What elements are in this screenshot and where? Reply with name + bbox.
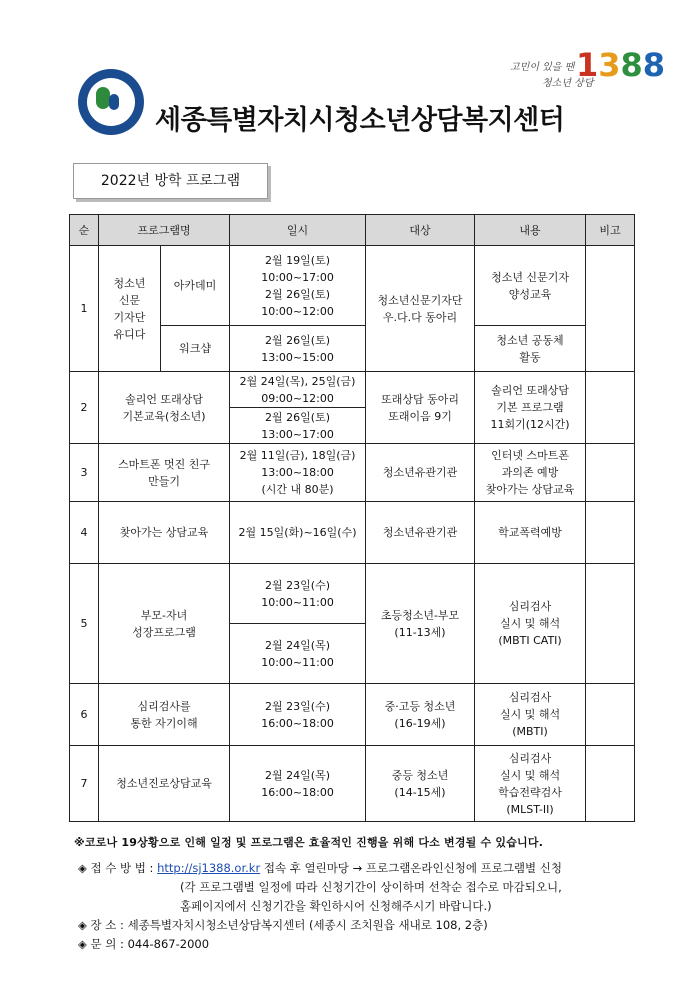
location-row	[78, 917, 488, 933]
program-note	[586, 684, 635, 746]
table-row	[70, 684, 635, 746]
location-value: 세종특별자치시청소년상담복지센터 (세종시 조치원읍 새내로 108, 2층)	[127, 918, 488, 932]
program-content: 솔리언 또래상담 기본 프로그램 11회기(12시간)	[475, 372, 586, 444]
table-row	[70, 564, 635, 624]
program-content: 청소년 공동체 활동	[475, 326, 586, 372]
program-target: 중·고등 청소년 (16-19세)	[366, 684, 475, 746]
program-datetime: 2월 23일(수) 16:00~18:00	[230, 684, 366, 746]
header-no: 순	[70, 215, 99, 246]
contact-phone: 044-867-2000	[127, 937, 210, 951]
program-note	[586, 246, 635, 372]
location-label: ◈ 장 소 :	[78, 918, 124, 932]
program-content: 학교폭력예방	[475, 502, 586, 564]
program-target: 초등청소년-부모 (11-13세)	[366, 564, 475, 684]
row-no: 1	[70, 246, 99, 372]
brand-number: 1388	[576, 46, 666, 84]
header-program: 프로그램명	[99, 215, 230, 246]
contact-label: ◈ 문 의 :	[78, 937, 124, 951]
program-datetime: 2월 24일(목) 10:00~11:00	[230, 624, 366, 684]
row-no: 3	[70, 444, 99, 502]
row-no: 5	[70, 564, 99, 684]
program-note	[586, 746, 635, 822]
table-header-row	[70, 215, 635, 246]
header-content: 내용	[475, 215, 586, 246]
program-note	[586, 502, 635, 564]
header-target: 대상	[366, 215, 475, 246]
program-title: 2022년 방학 프로그램	[73, 163, 268, 199]
apply-note-1: (각 프로그램별 일정에 따라 신청기간이 상이하며 선착순 접수로 마감되오니,	[180, 880, 562, 894]
program-datetime: 2월 23일(수) 10:00~11:00	[230, 564, 366, 624]
apply-method-row	[78, 860, 562, 876]
center-logo-icon	[78, 69, 144, 135]
table-row	[70, 246, 635, 326]
header-note: 비고	[586, 215, 635, 246]
apply-note-2: 홈페이지에서 신청기간을 확인하시어 신청해주시기 바랍니다.)	[180, 899, 492, 913]
header-datetime: 일시	[230, 215, 366, 246]
brand-1388-logo	[510, 44, 666, 100]
program-content: 심리검사 실시 및 해석 (MBTI)	[475, 684, 586, 746]
program-target: 중등 청소년 (14-15세)	[366, 746, 475, 822]
program-target: 청소년신문기자단 우.다.다 동아리	[366, 246, 475, 372]
row-no: 4	[70, 502, 99, 564]
row-no: 7	[70, 746, 99, 822]
program-note	[586, 564, 635, 684]
program-name: 찾아가는 상담교육	[99, 502, 230, 564]
program-target: 청소년유관기관	[366, 502, 475, 564]
org-title: 세종특별자치시청소년상담복지센터	[155, 105, 565, 136]
program-sub-name: 아카데미	[161, 246, 230, 326]
program-table	[69, 214, 635, 822]
table-row	[70, 502, 635, 564]
table-row	[70, 746, 635, 822]
program-content: 심리검사 실시 및 해석 학습전략검사 (MLST-II)	[475, 746, 586, 822]
covid-notice: ※코로나 19상황으로 인해 일정 및 프로그램은 효율적인 진행을 위해 다소 변경될 수 있습니다.	[74, 836, 544, 849]
brand-slogan-1: 고민이 있을 땐	[510, 62, 575, 73]
program-datetime: 2월 26일(토) 13:00~17:00	[230, 408, 366, 444]
program-name: 부모-자녀 성장프로그램	[99, 564, 230, 684]
program-note	[586, 372, 635, 444]
row-no: 2	[70, 372, 99, 444]
program-datetime: 2월 24일(목) 16:00~18:00	[230, 746, 366, 822]
program-datetime: 2월 19일(토) 10:00~17:00 2월 26일(토) 10:00~12:00	[230, 246, 366, 326]
program-group-name: 청소년 신문 기자단 유디다	[99, 246, 161, 372]
program-name: 솔리언 또래상담 기본교육(청소년)	[99, 372, 230, 444]
contact-row	[78, 936, 209, 952]
page-header	[0, 0, 700, 150]
program-name: 청소년진로상담교육	[99, 746, 230, 822]
program-datetime: 2월 11일(금), 18일(금) 13:00~18:00 (시간 내 80분)	[230, 444, 366, 502]
program-datetime: 2월 26일(토) 13:00~15:00	[230, 326, 366, 372]
program-datetime: 2월 15일(화)~16일(수)	[230, 502, 366, 564]
program-target: 청소년유관기관	[366, 444, 475, 502]
row-no: 6	[70, 684, 99, 746]
apply-link[interactable]: http://sj1388.or.kr	[157, 861, 261, 875]
brand-slogan-2: 청소년 상담	[542, 78, 594, 89]
table-row	[70, 372, 635, 408]
program-content: 인터넷 스마트폰 과의존 예방 찾아가는 상담교육	[475, 444, 586, 502]
program-sub-name: 워크샵	[161, 326, 230, 372]
apply-method-label: ◈ 접 수 방 법 :	[78, 861, 154, 875]
program-content: 청소년 신문기자 양성교육	[475, 246, 586, 326]
program-content: 심리검사 실시 및 해석 (MBTI CATI)	[475, 564, 586, 684]
table-row	[70, 444, 635, 502]
program-name: 심리검사를 통한 자기이해	[99, 684, 230, 746]
program-datetime: 2월 24일(목), 25일(금) 09:00~12:00	[230, 372, 366, 408]
program-name: 스마트폰 멋진 친구 만들기	[99, 444, 230, 502]
program-target: 또래상담 동아리 또래이음 9기	[366, 372, 475, 444]
apply-method-text: 접속 후 열린마당 → 프로그램온라인신청에 프로그램별 신청	[260, 861, 563, 875]
program-note	[586, 444, 635, 502]
